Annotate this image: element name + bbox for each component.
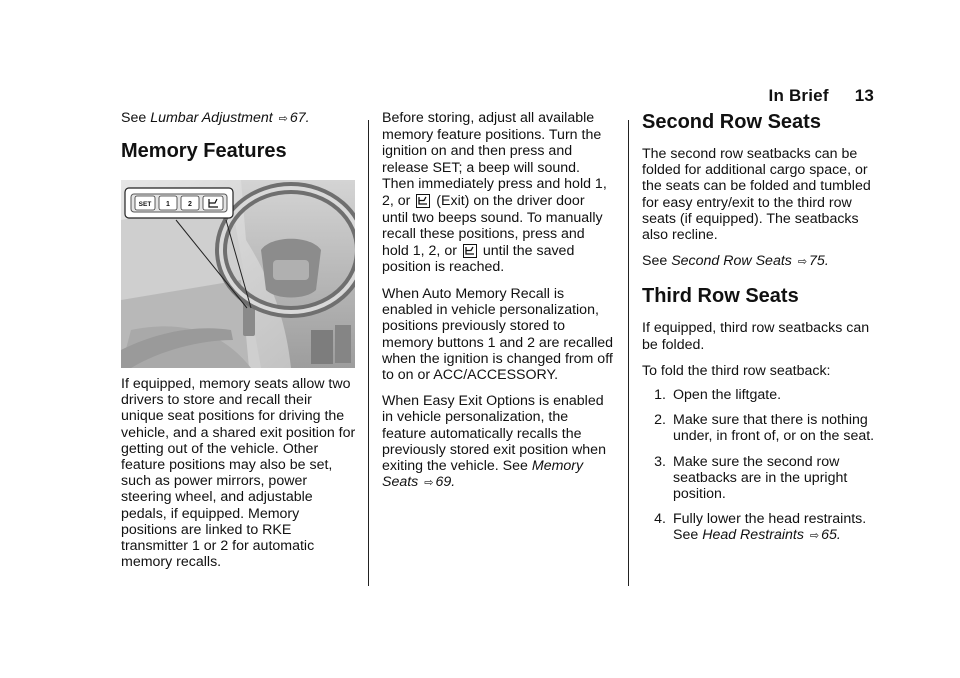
see-text: See	[642, 253, 668, 270]
list-item	[642, 511, 878, 544]
easy-exit-paragraph	[382, 393, 614, 491]
page-ref-arrow-icon: ⇨	[809, 530, 820, 543]
list-item	[642, 412, 878, 444]
page-number: 13	[854, 86, 874, 105]
column-divider-2	[628, 120, 629, 586]
memory-store-paragraph	[382, 110, 614, 276]
store-text-b: (Exit) on the driver door until two beeps sound. To manually recall these positions, press and hold 1, 2, or	[382, 192, 603, 259]
set-button[interactable]	[135, 196, 155, 210]
exit-seat-icon	[463, 244, 477, 258]
memory-features-heading: Memory Features	[121, 140, 287, 163]
column-3	[642, 110, 878, 554]
list-item	[642, 454, 878, 503]
column-divider-1	[368, 120, 369, 586]
page-ref-arrow-icon: ⇨	[278, 113, 288, 125]
page-ref-arrow-icon: ⇨	[424, 477, 434, 490]
step-number: 2.	[654, 412, 666, 429]
second-row-paragraph: The second row seatbacks can be folded for additional cargo space, or the seats can be folded and tumbled for easy entry/exit to the third row seats (if equipped). The seatbacks also recline.	[642, 146, 871, 244]
set-button-label: SET	[138, 201, 152, 208]
step-text: Fully lower the head restraints.	[673, 511, 867, 528]
step-text: Open the liftgate.	[673, 387, 782, 404]
third-row-seats-heading: Third Row Seats	[642, 285, 799, 308]
memory-button-2-label: 2	[188, 201, 192, 208]
third-row-intro: To fold the third row seatback:	[642, 362, 831, 379]
memory-seats-paragraph: If equipped, memory seats allow two drivers to store and recall their unique seat positions for driving the vehicle, and a shared exit position for getting out of the vehicle. Other feature positions may also be set, such as power mirrors, power steering wheel, and adjustable pedals, if equipped. Memory positions are linked to RKE transmitter 1 or 2 for automatic memory recalls.	[121, 376, 356, 571]
step-text: Make sure the second row seatbacks are in the upright position.	[673, 453, 848, 503]
memory-button-1[interactable]	[159, 196, 177, 210]
step-number: 3.	[654, 453, 666, 470]
column-1-lower	[121, 376, 357, 580]
page-header	[769, 86, 874, 106]
exit-seat-icon	[416, 194, 430, 208]
head-restraints-page-ref[interactable]: 65.	[821, 527, 841, 544]
lumbar-see-line	[121, 110, 357, 127]
memory-seats-link[interactable]: Memory Seats	[382, 457, 584, 491]
memory-button-1-label: 1	[166, 201, 170, 208]
column-2	[382, 110, 614, 501]
memory-seat-illustration	[121, 180, 355, 368]
third-row-paragraph: If equipped, third row seatbacks can be folded.	[642, 320, 870, 353]
second-row-seats-heading: Second Row Seats	[642, 111, 821, 133]
easy-exit-text: When Easy Exit Options is enabled in vehicle personalization, the feature automatically recalls the previously stored exit position when exiting the vehicle. See	[382, 393, 606, 474]
second-row-seats-link[interactable]: Second Row Seats	[671, 253, 792, 270]
see-text: See	[673, 527, 699, 544]
auto-memory-recall-paragraph: When Auto Memory Recall is enabled in vehicle personalization, positions previously stored to memory buttons 1 and 2 are recalled when the ignition is changed from off to on or ACC/ACCESSORY.	[382, 285, 614, 383]
fold-steps-list	[642, 387, 878, 545]
memory-seats-page-ref[interactable]: 69.	[435, 474, 456, 491]
store-text-c: until the saved position is reached.	[382, 242, 575, 276]
step-number: 1.	[654, 387, 666, 404]
second-row-see-line	[642, 253, 878, 270]
page-ref-arrow-icon: ⇨	[797, 256, 808, 269]
exit-seat-icon[interactable]	[203, 196, 223, 210]
head-restraints-link[interactable]: Head Restraints	[702, 527, 804, 544]
list-item	[642, 387, 878, 403]
section-title: In Brief	[768, 86, 829, 105]
store-text-a: Before storing, adjust all available memory feature positions. Turn the ignition on and then press and release SET; a beep will sound. Then immediately press and hold 1, 2, or	[382, 110, 607, 209]
second-row-page-ref[interactable]: 75.	[809, 253, 829, 270]
driver-door-illustration	[121, 180, 355, 368]
lumbar-adjustment-link[interactable]: Lumbar Adjustment	[150, 110, 273, 126]
step-number: 4.	[654, 511, 666, 528]
column-1	[121, 110, 357, 163]
see-text: See	[121, 110, 147, 126]
lumbar-page-ref[interactable]: 67.	[289, 110, 310, 126]
step-text: Make sure that there is nothing under, in front of, or on the seat.	[673, 412, 875, 445]
memory-button-2[interactable]	[181, 196, 199, 210]
